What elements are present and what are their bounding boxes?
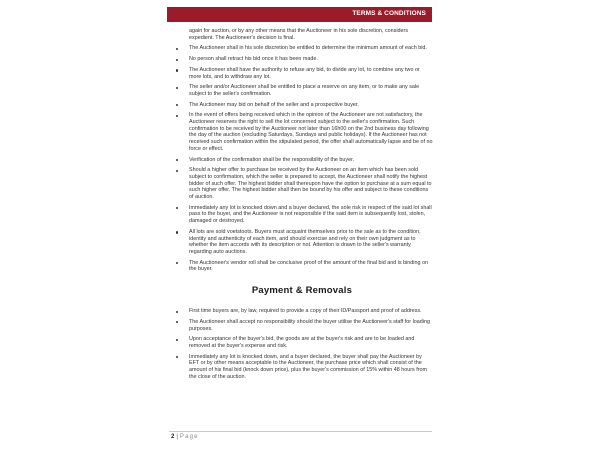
header-band [167,7,432,22]
bullet-icon [176,311,178,313]
bullet-icon [176,321,178,323]
bullet-icon [176,104,178,106]
list-item [171,84,433,97]
auction-terms-list [171,45,433,273]
list-item [171,308,433,315]
bullet-icon [176,48,178,50]
list-item [171,56,433,63]
list-item-text: Immediately any lot is knocked down, and a buyer declared, the buyer shall pay the Auctioneer by EFT or by other means acceptable to the Auctioneer, the purchase price which shall consist of the amount of his final bid (knock down price), plus the buyer's commission of 15% within 48 hours from the close of the auction. [189,353,428,380]
list-item-text: All lots are sold voetstoots. Buyers must acquaint themselves prior to the sale as to the condition, identity and authenticity of each item, and should exercise and rely on their own judgment as to whether the item accords with its description or not. Attention is drawn to the seller's warranty regarding auto auctions. [189,228,421,255]
section-heading-payment: Payment & Removals [251,285,353,297]
continued-paragraph: again for auction, or by any other means that the Auctioneer in his sole discretion, considers expedient. The Auctioneer's decision is final. [189,28,409,41]
list-item [171,45,433,52]
list-item-text: Should a higher offer to purchase be received by the Auctioneer on an item which has been sold subject to confirmation, which the seller is prepared to accept, the Auctioneer shall notify the highest bidder of such offer. The highest bidder shall thereupon have the option to purchase at a sum equal to such higher offer. The highest bidder shall then be bound by his offer and subject to these conditions of auction. [189,167,432,201]
bullet-icon [176,231,178,233]
list-item [171,319,433,332]
list-item-text: Verification of the confirmation shall be the responsibility of the buyer. [189,156,355,163]
bullet-icon [176,207,178,209]
list-item-text: In the event of offers being received which in the opinion of the Auctioneer are not satisfactory, the Auctioneer reserves the right to sell the lot concerned subject to the seller's confirmation. Such confirmation to be received by the Auctioneer not later than 16h00 on the 2nd business day following the day of the auction (excluding Saturdays, Sundays and public holidays). If the Auctioneer has not received such confirmation within the stipulated period, the offer shall automatically lapse and be of no force or effect. [189,112,433,152]
list-item [171,336,433,349]
page-label: Page [179,434,199,440]
list-item-text: No person shall retract his bid once it has been made. [189,56,318,63]
list-item [171,260,433,273]
payment-terms-list [171,308,433,380]
list-item-text: The Auctioneer's vendor roll shall be conclusive proof of the amount of the final bid and is binding on the buyer. [189,259,428,273]
list-item [171,112,433,152]
page-number: 2 [171,434,175,440]
header-title: TERMS & CONDITIONS [352,10,426,17]
bullet-icon [176,69,178,71]
list-item-text: The Auctioneer shall have the authority to refuse any bid, to divide any lot, to combine any two or more lots, and to withdraw any lot. [189,66,420,80]
bullet-icon [176,339,178,341]
list-item [171,157,433,164]
bullet-icon [176,170,178,172]
list-item-text: The Auctioneer shall in his sole discretion be entitled to determine the minimum amount of each bid. [189,45,427,52]
bullet-icon [176,159,178,161]
bullet-icon [176,262,178,264]
list-item-text: The Auctioneer may bid on behalf of the seller and a prospective buyer. [189,101,359,108]
list-item [171,67,433,80]
list-item [171,229,433,256]
footer-divider [169,431,432,432]
page-content [171,28,433,384]
footer-separator: | [176,434,178,440]
list-item [171,102,433,109]
list-item-text: Immediately any lot is knocked down and a buyer declared, the sole risk in respect of the said lot shall pass to the buyer, and the Auctioneer is not responsible if the said item is subsequently lost, stolen, damaged or destroyed. [189,204,432,225]
bullet-icon [176,115,178,117]
bullet-icon [176,356,178,358]
list-item-text: The seller and/or Auctioneer shall be entitled to place a reserve on any item, or to make any sale subject to the seller's confirmation. [189,84,420,97]
list-item-text: Upon acceptance of the buyer's bid, the goods are at the buyer's risk and are to be loaded and removed at the buyer's expense and risk. [189,336,415,349]
list-item [171,354,433,381]
list-item [171,167,433,201]
list-item-text: The Auctioneer shall accept no responsibility should the buyer utilise the Auctioneer's staff for loading purposes. [189,318,430,332]
bullet-icon [176,87,178,89]
bullet-icon [176,59,178,61]
list-item [171,205,433,225]
page-footer [171,434,199,440]
list-item-text: First time buyers are, by law, required to provide a copy of their ID/Passport and proof of address. [189,308,422,315]
